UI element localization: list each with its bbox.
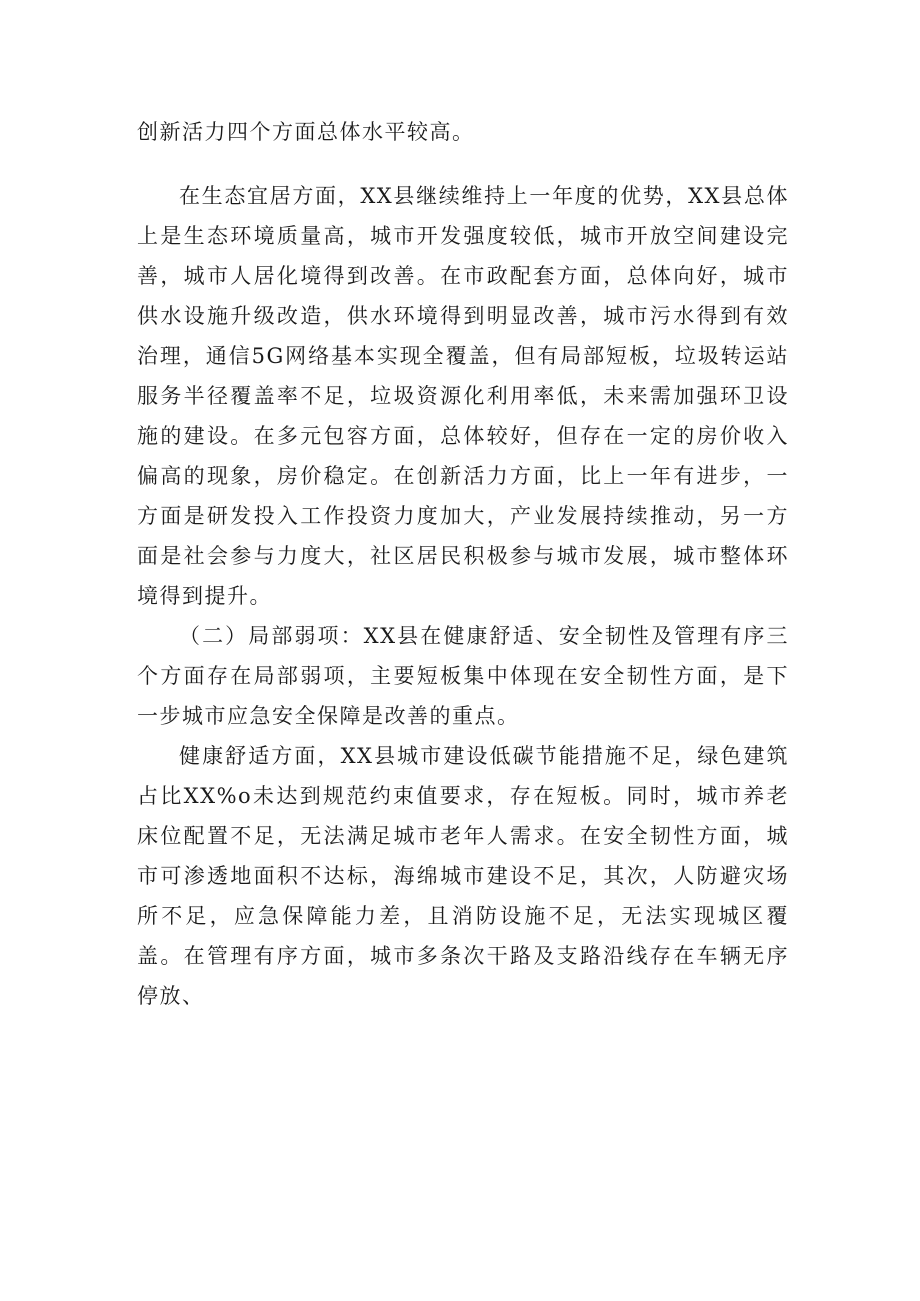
paragraph-ecology-livability: 在生态宜居方面，XX县继续维持上一年度的优势，XX县总体上是生态环境质量高，城市开发强度较低，城市开放空间建设完善，城市人居化境得到改善。在市政配套方面，总体向好，城市供水设施升级改造，供水环境得到明显改善，城市污水得到有效治理，通信5G网络基本实现全覆盖，但有局部短板，垃圾转运站服务半径覆盖率不足，垃圾资源化利用率低，未来需加强环卫设施的建设。在多元包容方面，总体较好，但存在一定的房价收入偏高的现象，房价稳定。在创新活力方面，比上一年有进步，一方面是研发投入工作投资力度加大，产业发展持续推动，另一方面是社会参与力度大，社区居民积极参与城市发展，城市整体环境得到提升。	[137, 184, 789, 608]
paragraph-health-comfort: 健康舒适方面，XX县城市建设低碳节能措施不足，绿色建筑占比XX%o未达到规范约束值要求，存在短板。同时，城市养老床位配置不足，无法满足城市老年人需求。在安全韧性方面，城市可渗透地面积不达标，海绵城市建设不足，其次，人防避灾场所不足，应急保障能力差，且消防设施不足，无法实现城区覆盖。在管理有序方面，城市多条次干路及支路沿线存在车辆无序停放、	[137, 744, 789, 1008]
paragraph-continuation: 创新活力四个方面总体水平较高。	[137, 120, 475, 144]
body-text	[137, 112, 789, 1016]
paragraph-local-weaknesses-heading: （二）局部弱项：XX县在健康舒适、安全韧性及管理有序三个方面存在局部弱项，主要短板集中体现在安全韧性方面，是下一步城市应急安全保障是改善的重点。	[137, 624, 789, 728]
